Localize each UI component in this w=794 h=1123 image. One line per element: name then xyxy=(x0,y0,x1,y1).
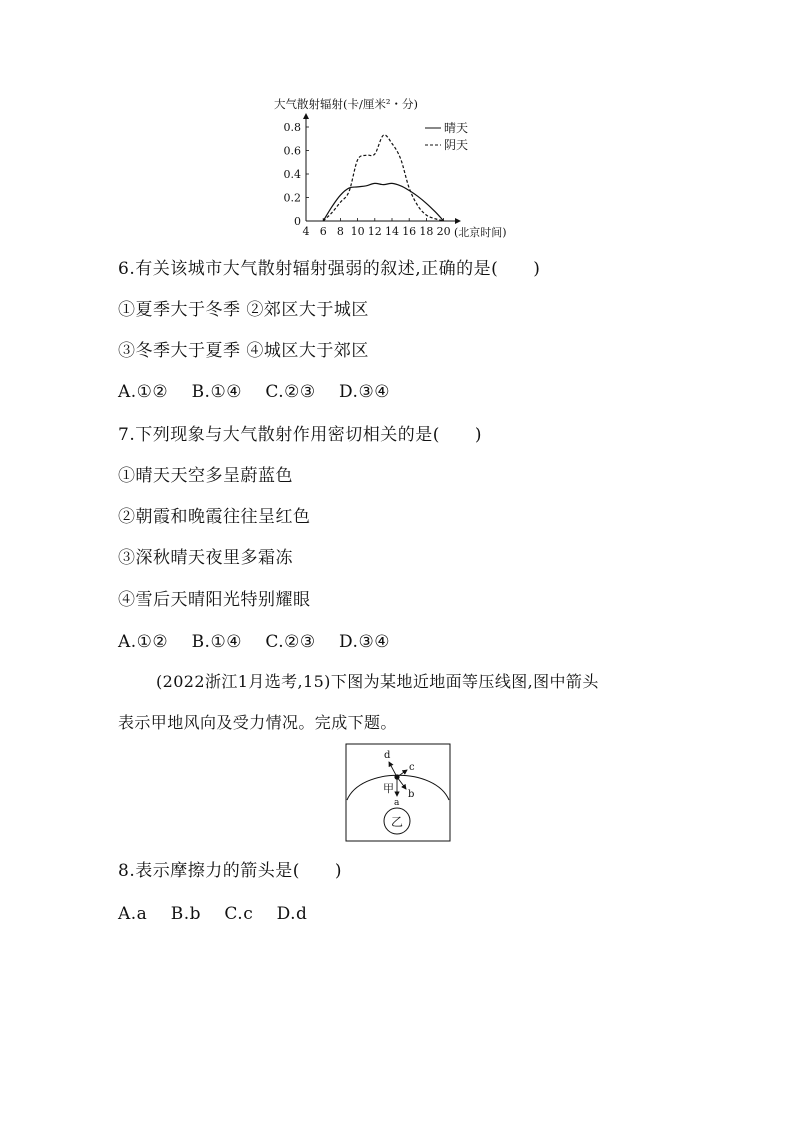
arrow-label-a: a xyxy=(394,798,400,808)
center-label: 乙 xyxy=(390,815,404,829)
question-6-stem: 6.有关该城市大气散射辐射强弱的叙述,正确的是( ) xyxy=(118,259,541,279)
arrow-b xyxy=(397,777,406,789)
isobar-diagram xyxy=(345,743,451,842)
legend-label-cloudy: 阴天 xyxy=(444,138,469,152)
x-tick-label: 6 xyxy=(319,225,327,238)
question-7-answers: A.①② B.①④ C.②③ D.③④ xyxy=(118,632,390,652)
x-tick-label: 16 xyxy=(402,225,417,238)
question-8-stem: 8.表示摩擦力的箭头是( ) xyxy=(118,861,342,881)
intro-line-1: (2022浙江1月选考,15)下图为某地近地面等压线图,图中箭头 xyxy=(156,672,599,691)
arrow-label-b: b xyxy=(408,789,415,800)
x-tick-label: 12 xyxy=(367,225,382,238)
question-7-stem: 7.下列现象与大气散射作用密切相关的是( ) xyxy=(118,425,482,445)
y-axis-label: 大气散射辐射(卡/厘米²・分) xyxy=(274,97,418,111)
question-6-options-1: ①夏季大于冬季 ②郊区大于城区 xyxy=(118,300,369,320)
question-7-item-1: ①晴天天空多呈蔚蓝色 xyxy=(118,466,293,486)
series-line-cloudy xyxy=(323,135,443,221)
arrow-label-c: c xyxy=(409,762,415,773)
question-6-answers: A.①② B.①④ C.②③ D.③④ xyxy=(118,382,390,402)
question-7-item-4: ④雪后天晴阳光特别耀眼 xyxy=(118,590,311,610)
arrow-d xyxy=(389,762,397,777)
y-tick-label: 0.2 xyxy=(283,191,301,205)
question-8-answers: A.a B.b C.c D.d xyxy=(118,904,308,924)
question-7-item-3: ③深秋晴天夜里多霜冻 xyxy=(118,548,293,568)
y-tick-label: 0.8 xyxy=(283,121,301,134)
scattered-radiation-chart xyxy=(268,92,538,244)
point-label: 甲 xyxy=(383,782,394,795)
x-tick-label: 4 xyxy=(302,225,310,238)
arrow-label-d: d xyxy=(384,750,391,761)
question-6-options-2: ③冬季大于夏季 ④城区大于郊区 xyxy=(118,341,369,361)
x-axis-label: (北京时间) xyxy=(454,226,507,239)
y-tick-label: 0.6 xyxy=(283,144,301,158)
x-tick-label: 14 xyxy=(385,225,399,238)
y-tick-label: 0.4 xyxy=(283,168,301,181)
question-7-item-2: ②朝霞和晚霞往往呈红色 xyxy=(118,507,311,527)
intro-line-2: 表示甲地风向及受力情况。完成下题。 xyxy=(118,713,397,732)
legend-label-clear: 晴天 xyxy=(444,121,469,135)
x-tick-label: 18 xyxy=(419,225,434,238)
y-tick-label: 0 xyxy=(294,215,301,228)
x-tick-label: 8 xyxy=(336,225,344,238)
x-tick-label: 10 xyxy=(350,225,365,238)
x-tick-label: 20 xyxy=(436,225,451,238)
series-line-clear xyxy=(323,183,443,221)
